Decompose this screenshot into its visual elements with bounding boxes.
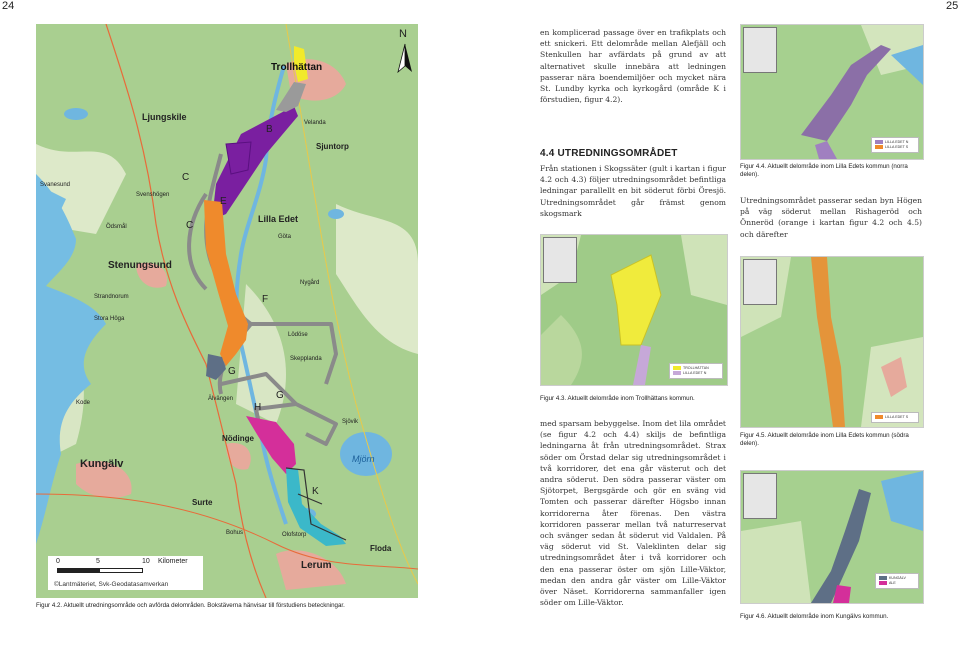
map-credit: ©Lantmäteriet, Svk-Geodatasamverkan bbox=[54, 581, 169, 588]
area-label-g-east: G bbox=[276, 390, 284, 401]
place-sjovik: Sjövik bbox=[342, 419, 359, 425]
area-label-k: K bbox=[312, 486, 319, 497]
area-label-c-north: C bbox=[182, 172, 190, 183]
figure-4-2-caption: Figur 4.2. Aktuellt utredningsområde och avförda delområden. Bokstäverna hänvisar till förstudiens beteckningar. bbox=[36, 602, 345, 609]
legend-lilla-edet-s: LILLA EDET S bbox=[885, 415, 909, 419]
place-bohus: Bohus bbox=[226, 530, 244, 536]
place-odsmal: Ödsmål bbox=[106, 224, 127, 230]
main-map bbox=[36, 24, 418, 598]
legend-trollhattan: TROLLHÄTTAN bbox=[683, 366, 709, 370]
text-bottom: med sparsam bebyggelse. Inom det lila området (se figur 4.2 och 4.4) skiljs de befintliga ledningarna åt från utredningsområdet. Strax söder om Örstad delar sig utredningsområdet i två korridorer, det ena går västerut och det andra söderut. Den södra passerar väster om Sjötorpet, Bergsgärde och gör en sväng vid Tomten och passerar därefter Högsbo innan korridorerna åter förenas. Den västra korridoren passerar mellan två naturreservat och svänger sedan åt söderut vid Valdalen. På väg söderut vid St. Valeklinten delar sig utredningsområdet åter i två korridorer och den ena passerar öster om sjön Lille-Väktor, medan den andra går väster om Lille-Väktor över Näset. Korridorerna sammanfaller igen söder om Lille-Väktor. bbox=[540, 419, 726, 608]
place-strandnorum: Strandnorum bbox=[94, 294, 129, 300]
area-label-h: H bbox=[254, 402, 262, 413]
figure-4-4-inset-map bbox=[743, 27, 777, 73]
scale-tick-10: 10 bbox=[142, 558, 150, 565]
figure-4-6-legend bbox=[875, 573, 919, 589]
place-kode: Kode bbox=[76, 400, 91, 406]
figure-4-6-inset-map bbox=[743, 473, 777, 519]
legend-lilla-edet-n: LILLA EDET N bbox=[683, 371, 707, 375]
area-label-f: F bbox=[262, 294, 269, 305]
legend-lilla-edet-s: LILLA EDET S bbox=[885, 145, 909, 149]
figure-4-6-map bbox=[740, 470, 924, 604]
place-stora-hoga: Stora Höga bbox=[94, 316, 125, 322]
place-nygard: Nygård bbox=[300, 280, 320, 286]
place-lerum: Lerum bbox=[301, 560, 332, 571]
place-floda: Floda bbox=[370, 544, 392, 553]
figure-4-4-caption: Figur 4.4. Aktuellt delområde inom Lilla Edets kommun (norra delen). bbox=[740, 163, 908, 179]
scale-bar-graphic bbox=[57, 568, 143, 573]
area-label-g-west: G bbox=[228, 366, 236, 377]
place-gota: Göta bbox=[278, 234, 292, 240]
text-top: en komplicerad passage över en trafikplats och ett snickeri. Ett delområde mellan Alefjäll och Stenkullen har avfärdats på grund av att alternativet skulle innebära att ledningen passerar nära boendemiljöer och mycket nära St. Lundby kyrka och kyrkogård (område K i förstudien, figur 4.2). bbox=[540, 28, 726, 105]
scale-tick-0: 0 bbox=[56, 558, 60, 565]
figure-4-3-caption: Figur 4.3. Aktuellt delområde inom Trollhättans kommun. bbox=[540, 395, 695, 402]
area-label-e: E bbox=[220, 196, 227, 207]
place-lilla-edet: Lilla Edet bbox=[258, 214, 299, 224]
place-stenungsund: Stenungsund bbox=[108, 260, 172, 271]
north-label: N bbox=[399, 28, 407, 40]
figure-4-3-legend bbox=[669, 363, 723, 379]
text-right: Utredningsområdet passerar sedan byn Högen på väg söderut mellan Rishageröd och Önneröd (orange i kartan figur 4.2 och 4.5) och därefter bbox=[740, 196, 922, 239]
page-number-left: 24 bbox=[2, 0, 15, 12]
place-velanda: Velanda bbox=[304, 120, 326, 126]
figure-4-3-inset-map bbox=[543, 237, 577, 283]
area-label-c-south: C bbox=[186, 220, 194, 231]
place-skepplanda: Skepplanda bbox=[290, 356, 322, 362]
place-olofstorp: Olofstorp bbox=[282, 532, 307, 538]
legend-kungalv: KUNGÄLV bbox=[889, 576, 906, 580]
place-alvangen: Älvängen bbox=[208, 396, 234, 402]
figure-4-6-caption: Figur 4.6. Aktuellt delområde inom Kungälvs kommun. bbox=[740, 613, 889, 620]
scale-unit: Kilometer bbox=[158, 558, 188, 565]
place-svanesund: Svanesund bbox=[40, 182, 71, 188]
place-trollhattan: Trollhättan bbox=[271, 62, 323, 73]
legend-lilla-edet-n: LILLA EDET N bbox=[885, 140, 909, 144]
area-label-b: B bbox=[266, 124, 273, 135]
text-mid: Från stationen i Skogssäter (gult i kartan i figur 4.2 och 4.3) följer utredningsområdet befintliga ledningar parallellt en bit söderut förbi Öresjö. Utredningsområdet går främst genom skogsmark bbox=[540, 164, 726, 218]
place-ljungskile: Ljungskile bbox=[142, 112, 187, 122]
place-lodose: Lödöse bbox=[288, 332, 308, 338]
scale-tick-5: 5 bbox=[96, 558, 100, 565]
page-number-right: 25 bbox=[946, 0, 959, 12]
scale-bar bbox=[48, 556, 203, 590]
legend-ale: ALE bbox=[889, 581, 896, 585]
figure-4-5-caption: Figur 4.5. Aktuellt delområde inom Lilla Edets kommun (södra delen). bbox=[740, 432, 909, 448]
place-sjuntorp: Sjuntorp bbox=[316, 142, 349, 151]
section-heading: 4.4 UTREDNINGSOMRÅDET bbox=[540, 148, 678, 159]
place-kungalv: Kungälv bbox=[80, 458, 124, 470]
figure-4-3-map bbox=[540, 234, 728, 386]
north-arrow-icon bbox=[396, 28, 414, 74]
place-nodinge: Nödinge bbox=[222, 434, 254, 443]
figure-4-4-map bbox=[740, 24, 924, 160]
figure-4-4-legend bbox=[871, 137, 919, 153]
place-surte: Surte bbox=[192, 498, 213, 507]
figure-4-5-inset-map bbox=[743, 259, 777, 305]
figure-4-5-legend bbox=[871, 412, 919, 423]
place-mjorn: Mjörn bbox=[352, 454, 375, 464]
place-svenshogen: Svenshögen bbox=[136, 192, 170, 198]
figure-4-5-map bbox=[740, 256, 924, 428]
